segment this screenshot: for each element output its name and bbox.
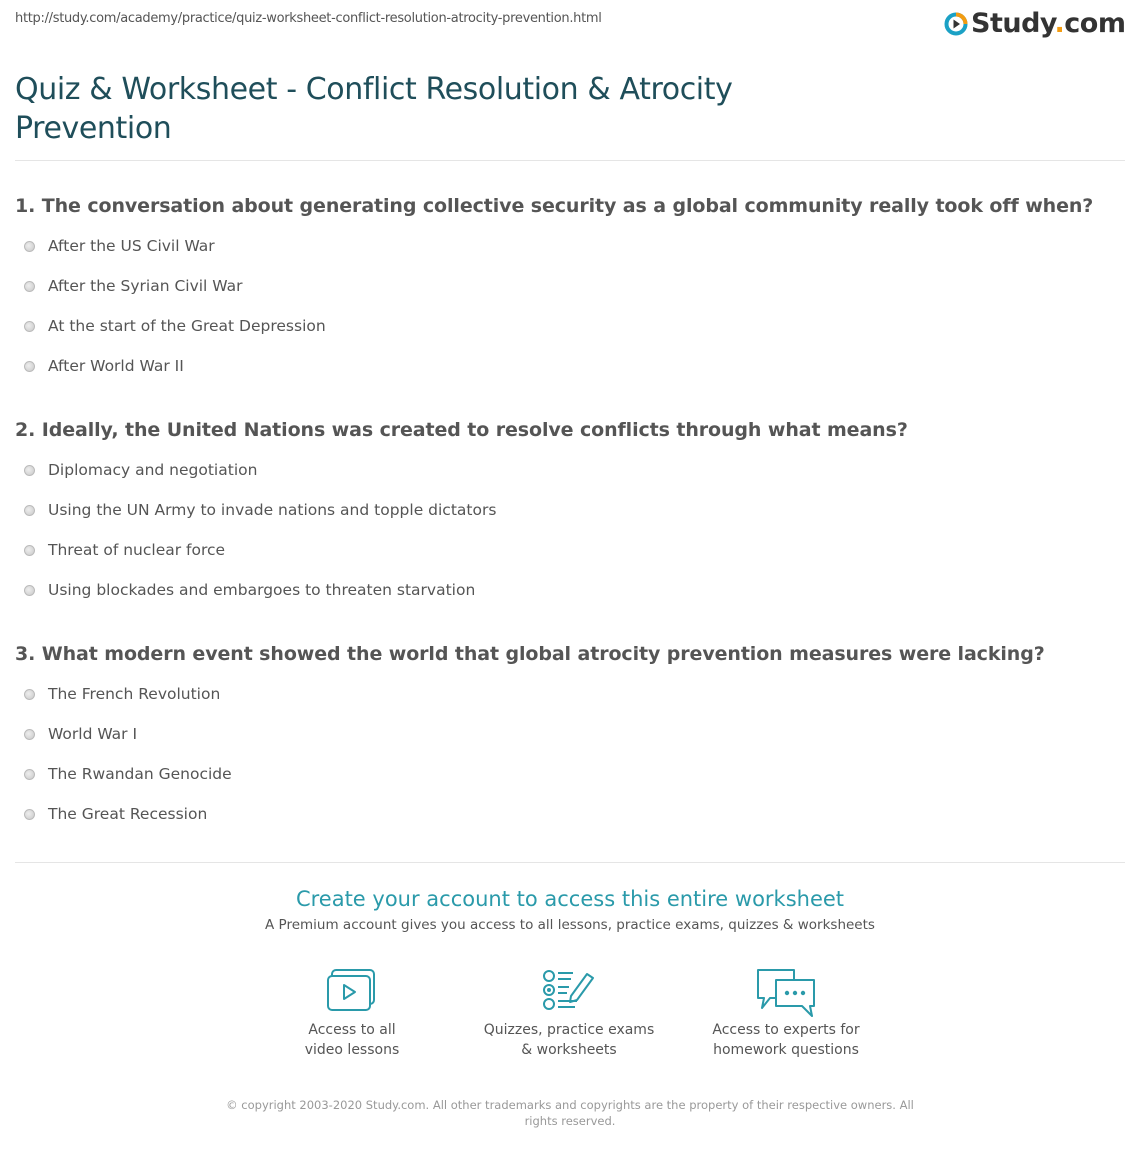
- study-logo[interactable]: [944, 8, 1126, 39]
- play-logo-icon: [944, 12, 968, 36]
- option-label: Using blockades and embargoes to threaten starvation: [48, 581, 476, 599]
- copyright-notice: © copyright 2003-2020 Study.com. All other trademarks and copyrights are the property of their respective owners. All rights reserved.: [226, 1098, 914, 1128]
- feature-label: Quizzes, practice exams: [483, 1022, 655, 1038]
- radio-icon[interactable]: [24, 769, 35, 780]
- question-1-option-3[interactable]: [24, 317, 326, 335]
- option-label: World War I: [48, 725, 138, 743]
- chat-bubbles-icon: [754, 968, 818, 1018]
- question-1-option-1[interactable]: [24, 237, 215, 255]
- divider: [15, 160, 1125, 161]
- option-label: Diplomacy and negotiation: [48, 461, 258, 479]
- question-2-option-4[interactable]: [24, 581, 475, 599]
- option-label: After the US Civil War: [48, 237, 215, 255]
- question-3-option-1[interactable]: [24, 685, 220, 703]
- option-label: The French Revolution: [48, 685, 221, 703]
- option-label: At the start of the Great Depression: [48, 317, 326, 335]
- question-2: 2. Ideally, the United Nations was created to resolve conflicts through what means?: [15, 419, 908, 441]
- radio-icon[interactable]: [24, 361, 35, 372]
- option-label: After the Syrian Civil War: [48, 277, 243, 295]
- feature-label: Access to experts for: [712, 1022, 860, 1038]
- question-2-option-3[interactable]: [24, 541, 225, 559]
- radio-icon[interactable]: [24, 281, 35, 292]
- option-label: Threat of nuclear force: [48, 541, 226, 559]
- option-label: The Rwandan Genocide: [48, 765, 232, 783]
- premium-description: A Premium account gives you access to all lessons, practice exams, quizzes & worksheets: [265, 917, 875, 933]
- question-1: 1. The conversation about generating collective security as a global community really took off when?: [15, 195, 1094, 217]
- radio-icon[interactable]: [24, 465, 35, 476]
- question-2-option-1[interactable]: [24, 461, 257, 479]
- question-1-option-4[interactable]: [24, 357, 184, 375]
- radio-icon[interactable]: [24, 729, 35, 740]
- page-title: Quiz & Worksheet - Conflict Resolution & Atrocity Prevention: [15, 72, 733, 146]
- question-3: 3. What modern event showed the world that global atrocity prevention measures were lacking?: [15, 643, 1045, 665]
- page-url: http://study.com/academy/practice/quiz-worksheet-conflict-resolution-atrocity-prevention.html: [15, 11, 602, 26]
- option-label: After World War II: [48, 357, 184, 375]
- quiz-checklist-icon: [541, 968, 597, 1014]
- radio-icon[interactable]: [24, 321, 35, 332]
- question-3-option-4[interactable]: [24, 805, 207, 823]
- feature-label: Access to all: [308, 1022, 396, 1038]
- feature-label: video lessons: [304, 1042, 400, 1058]
- feature-quizzes: [469, 968, 669, 1060]
- question-2-option-2[interactable]: [24, 501, 496, 519]
- radio-icon[interactable]: [24, 505, 35, 516]
- video-lessons-icon: [326, 968, 378, 1014]
- question-3-option-3[interactable]: [24, 765, 232, 783]
- question-1-option-2[interactable]: [24, 277, 243, 295]
- radio-icon[interactable]: [24, 241, 35, 252]
- option-label: The Great Recession: [48, 805, 208, 823]
- create-account-link[interactable]: Create your account to access this entire worksheet: [295, 887, 845, 911]
- feature-experts: [686, 968, 886, 1060]
- divider: [15, 862, 1125, 863]
- radio-icon[interactable]: [24, 545, 35, 556]
- radio-icon[interactable]: [24, 809, 35, 820]
- feature-label: & worksheets: [521, 1042, 617, 1058]
- radio-icon[interactable]: [24, 689, 35, 700]
- feature-video-lessons: [252, 968, 452, 1060]
- feature-label: homework questions: [713, 1042, 859, 1058]
- option-label: Using the UN Army to invade nations and topple dictators: [48, 501, 497, 519]
- radio-icon[interactable]: [24, 585, 35, 596]
- question-3-option-2[interactable]: [24, 725, 137, 743]
- logo-text: Study.com: [971, 8, 1126, 39]
